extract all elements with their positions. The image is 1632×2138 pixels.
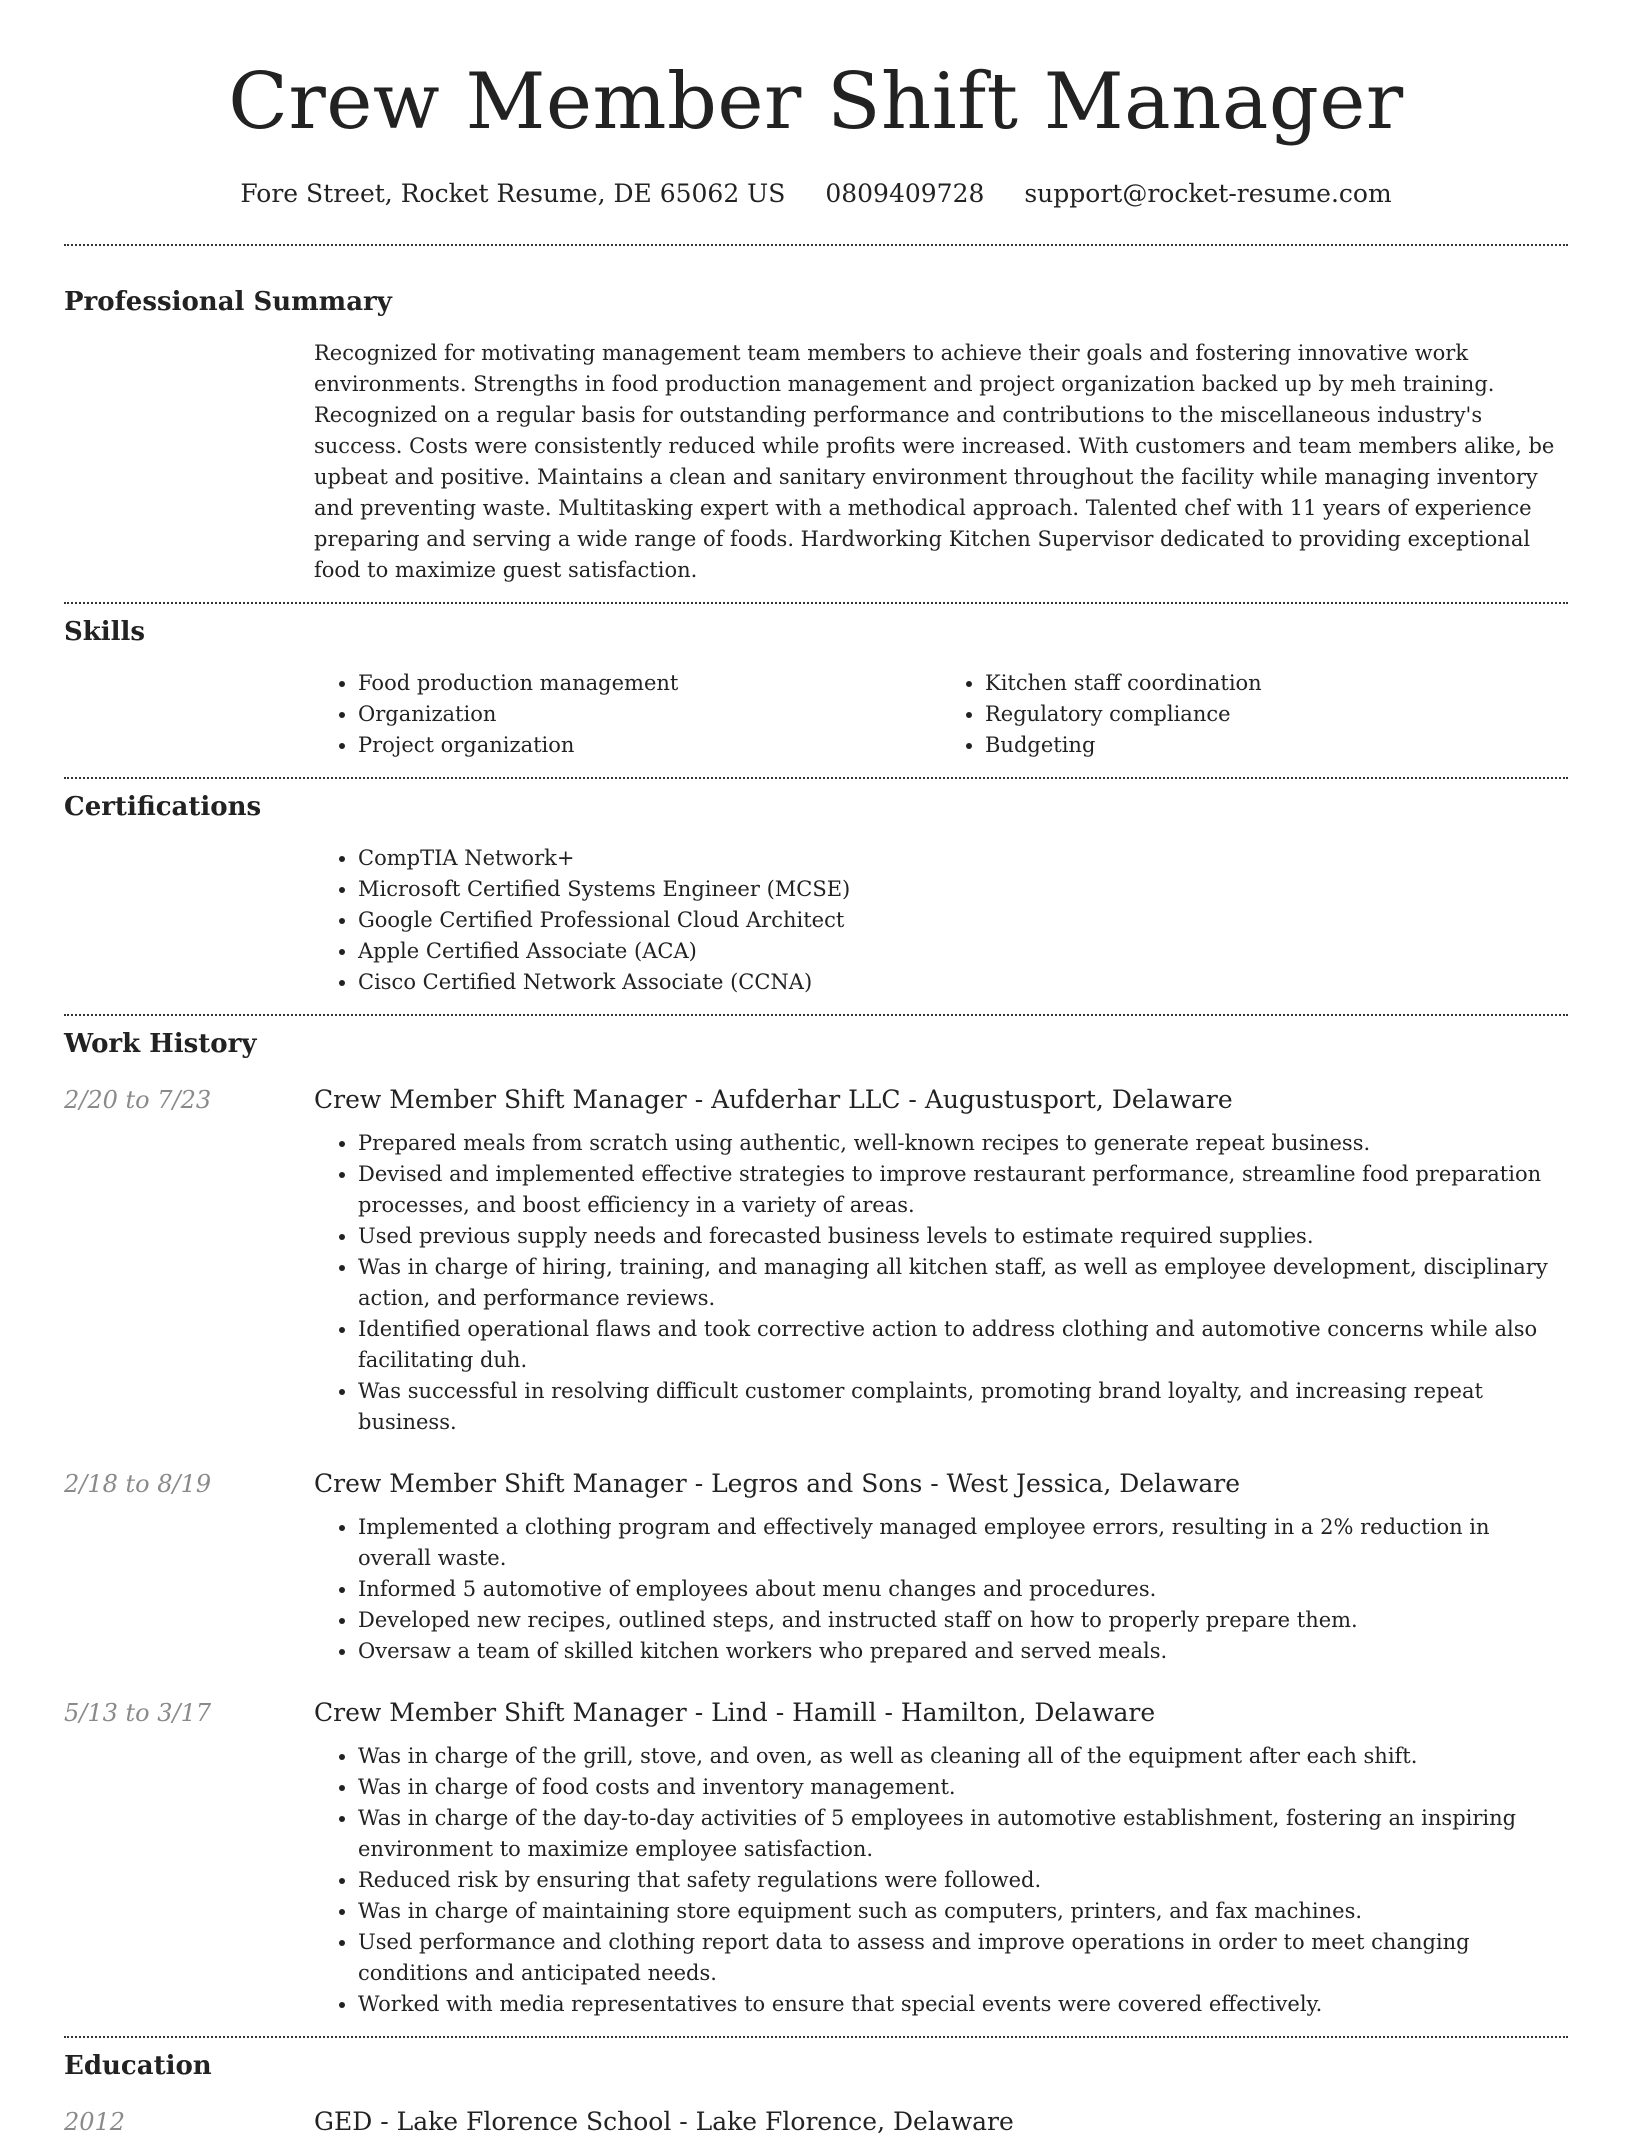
job-bullets [314, 1128, 1568, 1438]
list-item: • Microsoft Certified Systems Engineer (MCSE) [358, 874, 1568, 905]
list-item: • Was successful in resolving difficult customer complaints, promoting brand loyalty, and increasing repeat business. [358, 1376, 1568, 1438]
list-item: • Was in charge of maintaining store equipment such as computers, printers, and fax machines. [358, 1896, 1568, 1927]
job-title: Crew Member Shift Manager - Aufderhar LLC - Augustusport, Delaware [314, 1085, 1233, 1114]
list-item: • Apple Certified Associate (ACA) [358, 936, 1568, 967]
skills-heading: Skills [64, 617, 146, 647]
list-item: • Food production management [358, 668, 941, 699]
certifications-section [64, 791, 1568, 998]
job-bullets [314, 1741, 1568, 2020]
list-item: • Prepared meals from scratch using authentic, well-known recipes to generate repeat business. [358, 1128, 1568, 1159]
list-item: • Budgeting [985, 730, 1568, 761]
job-dates: 2/20 to 7/23 [64, 1086, 212, 1114]
summary-heading: Professional Summary [64, 287, 392, 317]
list-item: • Organization [358, 699, 941, 730]
contact-address: Fore Street, Rocket Resume, DE 65062 US [240, 179, 786, 208]
education-year: 2012 [64, 2108, 126, 2136]
job-bullets [314, 1512, 1568, 1667]
skills-list-left [314, 668, 941, 761]
list-item: • CompTIA Network+ [358, 843, 1568, 874]
list-item: • Developed new recipes, outlined steps, and instructed staff on how to properly prepare them. [358, 1605, 1568, 1636]
list-item: • Used previous supply needs and forecasted business levels to estimate required supplies. [358, 1221, 1568, 1252]
work-section [64, 1028, 1568, 2020]
job-entry [64, 1468, 1568, 1667]
job-header [64, 1084, 1568, 1116]
job-bullet-list [314, 1741, 1568, 2020]
education-entry [64, 2106, 1568, 2138]
list-item: • Was in charge of the day-to-day activities of 5 employees in automotive establishment, fostering an inspiring environment to maximize employee satisfaction. [358, 1803, 1568, 1865]
skills-list-right [941, 668, 1568, 761]
certifications-body [314, 843, 1568, 998]
list-item: • Regulatory compliance [985, 699, 1568, 730]
list-item: • Was in charge of hiring, training, and managing all kitchen staff, as well as employee development, disciplinary action, and performance reviews. [358, 1252, 1568, 1314]
summary-section [64, 286, 1568, 586]
education-section [64, 2050, 1568, 2138]
job-bullet-list [314, 1128, 1568, 1438]
list-item: • Kitchen staff coordination [985, 668, 1568, 699]
job-dates: 2/18 to 8/19 [64, 1470, 212, 1498]
section-divider [64, 602, 1568, 604]
education-title: GED - Lake Florence School - Lake Florence, Delaware [314, 2107, 1014, 2136]
skills-section [64, 616, 1568, 761]
contact-phone: 0809409728 [825, 179, 985, 208]
certifications-heading: Certifications [64, 792, 262, 822]
job-header [64, 1697, 1568, 1729]
section-divider [64, 1014, 1568, 1016]
header-divider [64, 244, 1568, 246]
job-entry [64, 1084, 1568, 1438]
summary-text: Recognized for motivating management team members to achieve their goals and fostering innovative work environments. Strengths in food production management and project organization backed up by meh training. Recognized on a regular basis for outstanding performance and contributions to the miscellaneous industry's success. Costs were consistently reduced while profits were increased. With customers and team members alike, be upbeat and positive. Maintains a clean and sanitary environment throughout the facility while managing inventory and preventing waste. Multitasking expert with a methodical approach. Talented chef with 11 years of experience preparing and serving a wide range of foods. Hardworking Kitchen Supervisor dedicated to providing exceptional food to maximize guest satisfaction. [314, 341, 1555, 582]
list-item: • Reduced risk by ensuring that safety regulations were followed. [358, 1865, 1568, 1896]
skills-columns [314, 668, 1568, 761]
job-bullet-list [314, 1512, 1568, 1667]
list-item: • Worked with media representatives to ensure that special events were covered effectively. [358, 1989, 1568, 2020]
education-heading: Education [64, 2051, 212, 2081]
job-dates: 5/13 to 3/17 [64, 1699, 212, 1727]
job-header [64, 1468, 1568, 1500]
section-divider [64, 2036, 1568, 2038]
list-item: • Was in charge of the grill, stove, and oven, as well as cleaning all of the equipment after each shift. [358, 1741, 1568, 1772]
job-title: Crew Member Shift Manager - Legros and Sons - West Jessica, Delaware [314, 1469, 1241, 1498]
list-item: • Was in charge of food costs and inventory management. [358, 1772, 1568, 1803]
list-item: • Cisco Certified Network Associate (CCNA) [358, 967, 1568, 998]
list-item: • Oversaw a team of skilled kitchen workers who prepared and served meals. [358, 1636, 1568, 1667]
job-title: Crew Member Shift Manager - Lind - Hamill - Hamilton, Delaware [314, 1698, 1156, 1727]
candidate-name: Crew Member Shift Manager [228, 57, 1404, 147]
section-divider [64, 777, 1568, 779]
certifications-list [314, 843, 1568, 998]
list-item: • Informed 5 automotive of employees about menu changes and procedures. [358, 1574, 1568, 1605]
list-item: • Project organization [358, 730, 941, 761]
list-item: • Implemented a clothing program and effectively managed employee errors, resulting in a 2% reduction in overall waste. [358, 1512, 1568, 1574]
work-heading: Work History [64, 1029, 257, 1059]
list-item: • Used performance and clothing report data to assess and improve operations in order to meet changing conditions and anticipated needs. [358, 1927, 1568, 1989]
job-entry [64, 1697, 1568, 2020]
contact-line [64, 178, 1568, 210]
contact-email: support@rocket-resume.com [1024, 179, 1392, 208]
list-item: • Identified operational flaws and took corrective action to address clothing and automotive concerns while also facilitating duh. [358, 1314, 1568, 1376]
list-item: • Google Certified Professional Cloud Architect [358, 905, 1568, 936]
list-item: • Devised and implemented effective strategies to improve restaurant performance, streamline food preparation processes, and boost efficiency in a variety of areas. [358, 1159, 1568, 1221]
